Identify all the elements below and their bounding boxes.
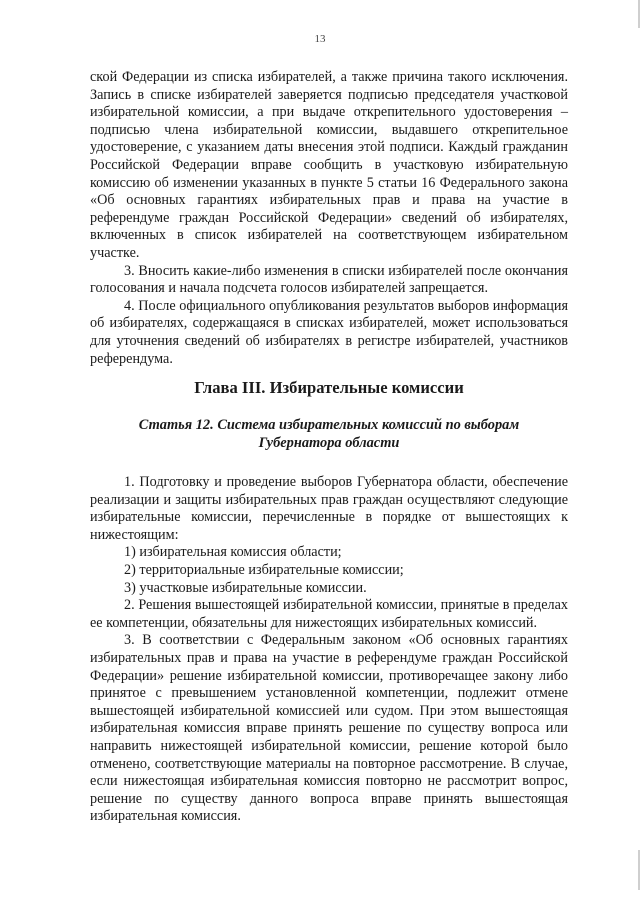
article-paragraph-2: 2. Решения вышестоящей избирательной комиссии, принятые в пределах ее компетенции, обязательны для нижестоящих избирательных комиссий. bbox=[90, 597, 568, 631]
article-title: Статья 12. Система избирательных комиссий по выборам Губернатора области bbox=[138, 417, 520, 452]
chapter-title: Глава III. Избирательные комиссии bbox=[194, 378, 464, 398]
paragraph-continuation: ской Федерации из списка избирателей, а также причина такого исключения. Запись в списке избирателей заверяется подписью председателя участковой избирательной комиссии, а при выдаче открепительного удостоверения – подписью члена избирательной комиссии, выдавшего открепительное удостоверение, с указанием даты внесения этой подписи. Каждый гражданин Российской Федерации вправе сообщить в участковую избирательную комиссию об изменении указанных в пункте 5 статьи 16 Федерального закона «Об основных гарантиях избирательных прав и права на участие в референдуме граждан Российской Федерации» сведений об избирателях, включенных в список избирателей на соответствующем избирательном участке. bbox=[90, 69, 568, 261]
paragraph-clause-4: 4. После официального опубликования результатов выборов информация об избирателях, содержащаяся в списках избирателей, может использоваться для уточнения сведений об избирателях в регистре избирателей, участников референдума. bbox=[90, 297, 568, 367]
page-content bbox=[90, 69, 568, 826]
list-item: 3) участковые избирательные комиссии. bbox=[124, 579, 367, 596]
spacer bbox=[90, 452, 568, 474]
list-item: 2) территориальные избирательные комиссии; bbox=[124, 562, 404, 579]
page-number: 13 bbox=[314, 33, 326, 45]
article-paragraph-1: 1. Подготовку и проведение выборов Губернатора области, обеспечение реализации и защиты избирательных прав граждан осуществляют следующие избирательные комиссии, перечисленные в порядке от вышестоящих к нижестоящим: bbox=[90, 474, 568, 543]
list-item: 1) избирательная комиссия области; bbox=[124, 544, 342, 561]
article-paragraph-3: 3. В соответствии с Федеральным законом «Об основных гарантиях избирательных прав и права на участие в референдуме граждан Российской Федерации» решение избирательной комиссии, противоречащее закону либо принятое с превышением установленной компетенции, подлежит отмене вышестоящей избирательной комиссией или судом. При этом вышестоящая избирательная комиссия вправе принять решение по существу вопроса или направить нижестоящей избирательной комиссии, решение которой было отменено, соответствующие материалы на повторное рассмотрение. В случае, если нижестоящая избирательная комиссия повторно не рассмотрит вопрос, решение по существу данного вопроса вправе принять вышестоящая избирательная комиссия. bbox=[90, 632, 568, 825]
paragraph-clause-3: 3. Вносить какие-либо изменения в списки избирателей после окончания голосования и начала подсчета голосов избирателей запрещается. bbox=[90, 262, 568, 297]
